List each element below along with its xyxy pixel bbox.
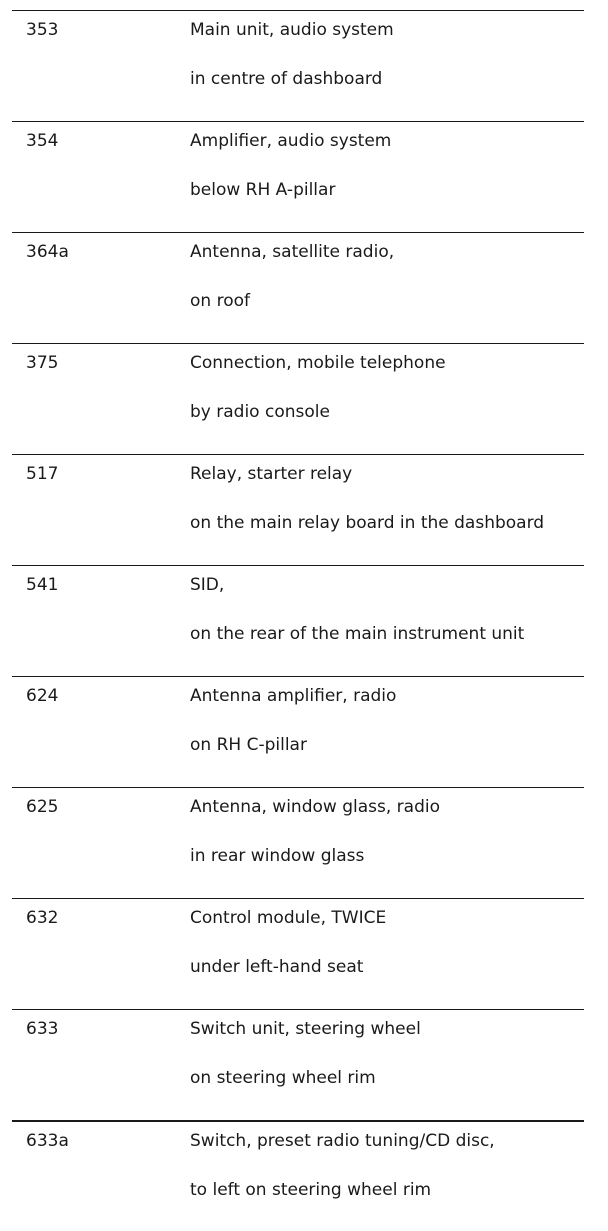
component-location: to left on steering wheel rim — [190, 1180, 432, 1200]
component-location: on roof — [190, 291, 250, 311]
component-code: 633a — [26, 1131, 69, 1151]
component-code: 625 — [26, 797, 59, 817]
table-row — [12, 232, 584, 343]
component-description: Relay, starter relay — [190, 464, 353, 484]
component-description: Antenna, satellite radio, — [190, 242, 395, 262]
component-code: 364a — [26, 242, 69, 262]
table-row — [12, 10, 584, 121]
component-location: on the main relay board in the dashboard — [190, 513, 545, 533]
component-location: in centre of dashboard — [190, 69, 383, 89]
table-row — [12, 1009, 584, 1120]
component-description: Antenna amplifier, radio — [190, 686, 397, 706]
table-row — [12, 121, 584, 232]
component-description: Switch, preset radio tuning/CD disc, — [190, 1131, 495, 1151]
component-description: SID, — [190, 575, 225, 595]
component-code: 633 — [26, 1019, 59, 1039]
component-code: 632 — [26, 908, 59, 928]
component-code: 517 — [26, 464, 59, 484]
component-code: 624 — [26, 686, 59, 706]
component-code: 354 — [26, 131, 59, 151]
component-location: on the rear of the main instrument unit — [190, 624, 525, 644]
table-row — [12, 565, 584, 676]
component-description: Antenna, window glass, radio — [190, 797, 440, 817]
component-code: 541 — [26, 575, 59, 595]
component-location: on RH C-pillar — [190, 735, 307, 755]
table-row — [12, 1120, 584, 1231]
table-row — [12, 454, 584, 565]
component-description: Control module, TWICE — [190, 908, 387, 928]
table-row — [12, 787, 584, 898]
component-code: 375 — [26, 353, 59, 373]
table-row — [12, 343, 584, 454]
component-description: Amplifier, audio system — [190, 131, 392, 151]
component-description: Connection, mobile telephone — [190, 353, 446, 373]
component-code: 353 — [26, 20, 59, 40]
component-location: under left-hand seat — [190, 957, 364, 977]
component-location: in rear window glass — [190, 846, 365, 866]
component-location: on steering wheel rim — [190, 1068, 376, 1088]
component-description: Main unit, audio system — [190, 20, 394, 40]
table-row — [12, 898, 584, 1009]
component-table — [12, 10, 584, 1231]
table-row — [12, 676, 584, 787]
component-description: Switch unit, steering wheel — [190, 1019, 421, 1039]
component-location: below RH A-pillar — [190, 180, 336, 200]
component-location: by radio console — [190, 402, 330, 422]
